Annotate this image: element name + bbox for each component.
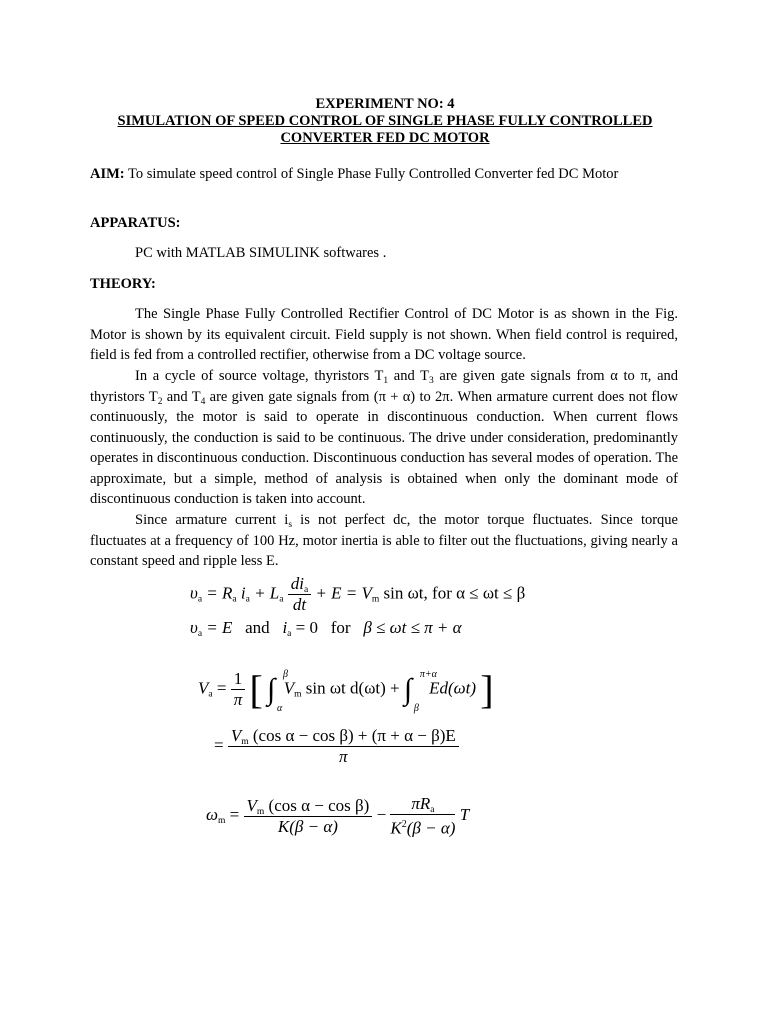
aim-text: To simulate speed control of Single Phase Fully Controlled Converter fed DC Motor (128, 166, 619, 182)
aim-label: AIM: (90, 166, 125, 182)
experiment-header (90, 96, 680, 147)
experiment-title-line1: SIMULATION OF SPEED CONTROL OF SINGLE PHASE FULLY CONTROLLED (117, 113, 653, 129)
equation-discontinuous: $\upsilon_a = E$ and $i_a = 0$ for β ≤ ωt ≤ π + α (190, 618, 462, 639)
equation-armature-voltage: $\upsilon_a = R_a$ $i_a + L_a$ $\frac{di_a}{dt}$ + $E = V_m$ sin ωt, for α ≤ ωt ≤ β (190, 574, 526, 614)
equation-motor-speed: $\omega_m$ = $\frac{V_m (\cos \alpha - \cos \beta)}{K(\beta - \alpha)}$ − $\frac{\pi R_a}{K^2(\beta - \alpha)}$ T (206, 794, 470, 838)
apparatus-heading: APPARATUS: (90, 215, 181, 231)
theory-paragraph-3: Since armature current $i_s$ is not perfect dc, the motor torque fluctuates. Since torque fluctuates at a frequency of 100 Hz, motor inertia is able to filter out the fluctuations, giving nearly a constant speed and ripple less E. (90, 512, 678, 569)
theory-heading: THEORY: (90, 276, 156, 292)
theory-paragraph-2: In a cycle of source voltage, thyristors $T_1$ and $T_3$ are given gate signals from α to π, and thyristors $T_2$ and $T_4$ are given gate signals from (π + α) to 2π. When armature current does not flow continuously, the motor is said to operate in discontinuous conduction. When current flows continuously, the conduction is said to be continuous. The drive under consideration, predominantly operates in discontinuous conduction. Discontinuous conduction has several modes of operation. The approximate, but a simple, method of analysis is obtained when only the dominant mode of discontinuous conduction is taken into account. (90, 368, 679, 507)
aim-section (90, 164, 678, 185)
equation-average-voltage-result: = $\frac{V_m (\cos \alpha - \cos \beta) + (\pi + \alpha - \beta)E}{\pi}$ (214, 726, 459, 767)
experiment-title-line2: CONVERTER FED DC MOTOR (280, 130, 490, 146)
theory-paragraph-1: The Single Phase Fully Controlled Rectifier Control of DC Motor is as shown in the Fig. Motor is shown by its equivalent circuit. Field supply is not shown. When field control is required, field is fed from a controlled rectifier, otherwise from a DC voltage source. (90, 306, 678, 363)
apparatus-text: PC with MATLAB SIMULINK softwares . (135, 245, 387, 261)
experiment-number: EXPERIMENT NO: 4 (315, 96, 455, 112)
equation-average-voltage: $V_a$ = $\frac{1}{\pi}$ [ ∫ β α $V_m$ sin ωt d(ωt) + ∫ π+α β Ed(ωt) ] (198, 667, 494, 714)
